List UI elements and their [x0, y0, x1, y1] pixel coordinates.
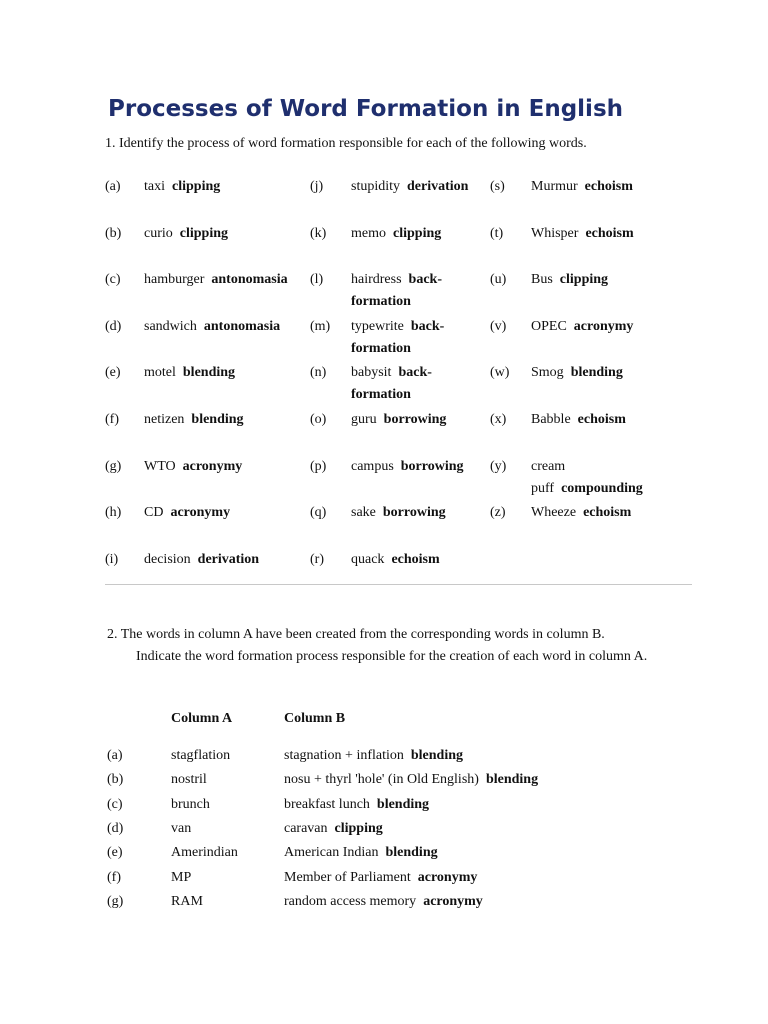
item-label: (r) [310, 551, 324, 567]
column-b-header: Column B [284, 711, 346, 726]
item-label: (e) [105, 365, 121, 381]
item-label: (a) [105, 179, 121, 194]
item-process: blending [182, 365, 236, 381]
item-label: (h) [105, 505, 122, 521]
item-process: clipping [179, 225, 229, 241]
column-a-word: brunch [171, 796, 210, 812]
item-word: OPEC [531, 318, 567, 334]
table-row [0, 819, 768, 839]
item-process: borrowing [400, 458, 464, 474]
table-row [0, 843, 768, 863]
item-label: (k) [310, 225, 327, 241]
item-word: hairdress [351, 272, 402, 288]
source-words: caravan [284, 820, 328, 836]
table-row [0, 892, 768, 912]
item-word: Wheeze [531, 505, 577, 521]
item-label: (u) [490, 272, 507, 288]
column-b-source [284, 892, 483, 912]
item-word: guru [351, 412, 377, 427]
item-process: clipping [393, 225, 442, 241]
item-label: (z) [490, 505, 506, 521]
source-words: random access memory [284, 893, 417, 909]
item-process: derivation [407, 179, 469, 194]
item-label: (s) [490, 179, 505, 194]
item-label: (l) [310, 272, 324, 288]
item-word: curio [144, 225, 173, 241]
item-word: decision [144, 551, 191, 567]
question-1-prompt: 1. Identify the process of word formation responsible for each of the following words. [105, 136, 587, 151]
row-process: blending [385, 845, 438, 861]
column-a-word: MP [171, 869, 192, 885]
item-word: Smog [531, 365, 564, 381]
item-label: (v) [490, 318, 507, 334]
item-process: echoism [585, 225, 634, 241]
row-label: (c) [107, 796, 123, 812]
item-label: (m) [310, 318, 331, 334]
item-process: derivation [197, 551, 260, 567]
row-process: clipping [334, 820, 383, 836]
item-label: (t) [490, 225, 504, 241]
column-b-source [284, 746, 463, 766]
item-process: antonomasia [211, 272, 288, 288]
item-label: (b) [105, 225, 122, 241]
item-label: (q) [310, 505, 327, 521]
item-label: (n) [310, 365, 327, 381]
item-label: (o) [310, 412, 327, 427]
question-2-prompt [107, 624, 667, 668]
row-process: acronymy [417, 869, 478, 885]
page-title: Processes of Word Formation in English [108, 96, 624, 122]
item-word: netizen [144, 412, 185, 427]
source-words: Member of Parliament [284, 869, 411, 885]
row-label: (g) [107, 893, 124, 909]
source-words: nosu + thyrl 'hole' (in Old English) [284, 772, 479, 788]
item-label: (y) [490, 458, 507, 474]
column-a-word: Amerindian [171, 845, 238, 861]
item-process: acronymy [170, 505, 231, 521]
item-word: quack [351, 551, 385, 567]
item-label: (c) [105, 272, 121, 288]
item-word: sake [351, 505, 376, 521]
item-word: stupidity [351, 179, 401, 194]
item-word: WTO [144, 458, 176, 474]
item-process: acronymy [573, 318, 634, 334]
item-process: clipping [172, 179, 221, 194]
row-process: blending [485, 772, 539, 788]
column-a-header: Column A [171, 711, 233, 726]
column-a-word: RAM [171, 893, 203, 909]
item-process: clipping [559, 272, 609, 288]
item-process: echoism [584, 179, 633, 194]
item-process: back-formation [351, 272, 442, 310]
item-process: echoism [583, 505, 632, 521]
item-label: (g) [105, 458, 122, 474]
row-process: acronymy [423, 893, 483, 909]
item-label: (x) [490, 412, 507, 427]
item-label: (i) [105, 551, 119, 567]
item-word: sandwich [144, 318, 197, 334]
item-process: back-formation [351, 318, 445, 356]
row-label: (b) [107, 772, 124, 788]
item-label: (f) [105, 412, 119, 427]
source-words: stagnation + inflation [284, 748, 404, 763]
row-label: (e) [107, 845, 123, 861]
column-b-source [284, 843, 438, 863]
item-process: echoism [391, 551, 440, 567]
row-label: (a) [107, 748, 123, 763]
item-word: Bus [531, 272, 553, 288]
table-row [0, 795, 768, 815]
item-word: memo [351, 225, 386, 241]
column-a-word: nostril [171, 772, 207, 788]
item-process: blending [570, 365, 623, 381]
item-label: (w) [490, 365, 510, 381]
question-2-prompt-first-line: 2. The words in column A have been created from the corresponding words in column B. [107, 627, 605, 642]
table-row [0, 770, 768, 790]
source-words: American Indian [284, 845, 379, 861]
item-word: campus [351, 458, 394, 474]
source-words: breakfast lunch [284, 796, 370, 812]
section-divider [105, 584, 692, 585]
item-word: cream puff [531, 458, 566, 496]
question-2-prompt-continued: Indicate the word formation process responsible for the creation of each word in column A. [136, 649, 648, 664]
item-process: blending [191, 412, 244, 427]
item-process: acronymy [182, 458, 243, 474]
row-process: blending [376, 796, 430, 812]
column-b-source [284, 795, 429, 815]
item-process: borrowing [382, 505, 446, 521]
item-word: Murmur [531, 179, 578, 194]
item-word: typewrite [351, 318, 404, 334]
row-process: blending [410, 748, 464, 763]
item-word: CD [144, 505, 164, 521]
item-word: Babble [531, 412, 571, 427]
column-a-word: van [171, 820, 192, 836]
column-b-source [284, 868, 477, 888]
table-row [0, 746, 768, 766]
column-a-word: stagflation [171, 748, 231, 763]
row-label: (f) [107, 869, 121, 885]
item-word: Whisper [531, 225, 579, 241]
item-process: compounding [561, 480, 643, 496]
item-process: borrowing [383, 412, 447, 427]
item-process: echoism [577, 412, 626, 427]
column-b-source [284, 770, 538, 790]
item-word: taxi [144, 179, 165, 194]
table-row [0, 868, 768, 888]
item-process: antonomasia [203, 318, 281, 334]
row-label: (d) [107, 820, 124, 836]
item-process: back-formation [351, 365, 432, 403]
item-label: (d) [105, 318, 122, 334]
item-word: motel [144, 365, 176, 381]
item-word: hamburger [144, 272, 205, 288]
column-b-source [284, 819, 383, 839]
item-label: (p) [310, 458, 327, 474]
item-word: babysit [351, 365, 392, 381]
item-label: (j) [310, 179, 324, 194]
